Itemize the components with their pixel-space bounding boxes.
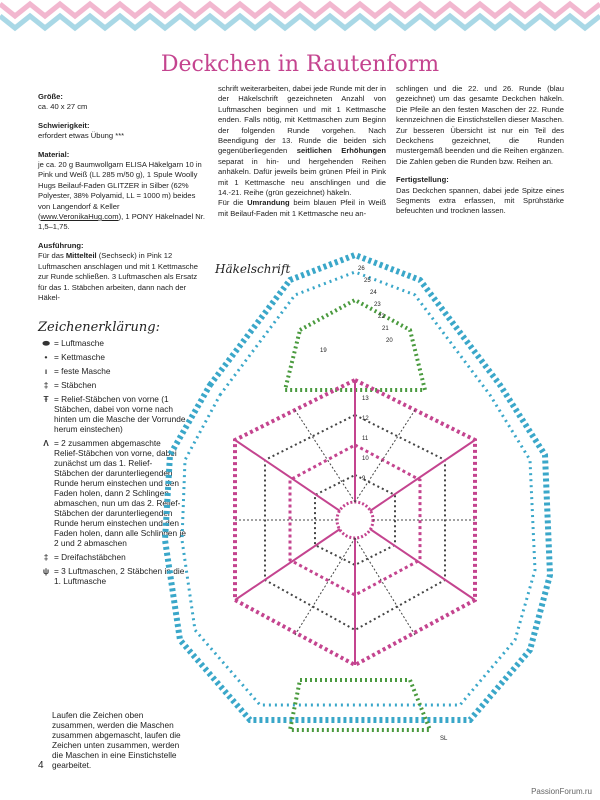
material-link[interactable]: www.VeronikaHug.com (40, 212, 119, 222)
row-number: 20 (386, 338, 393, 344)
col2-p2a: Für die (218, 198, 248, 208)
legend-item: ‡ = Stäbchen (38, 380, 186, 390)
col2-p1a: schrift weiterarbeiten, dabei jede Runde mit der in der Häkelschrift gezeichneten Anzahl von Luftmaschen beginnen und mit 1 Kettmasche enden. Falls nötig, mit Kettmaschen zum Beginn der folgenden Runde vorgehen. Nach Beendigung der 13. Runde die beiden sich gegenüberliegenden (218, 84, 386, 156)
legend-item: ⬬ = Luftmasche (38, 338, 186, 348)
page-title: Deckchen in Rautenform (160, 52, 440, 77)
row-number: 9 (362, 476, 366, 482)
row-number: 13 (362, 396, 369, 402)
column-2 (218, 84, 386, 227)
legend-item: ı = feste Masche (38, 366, 186, 376)
double-crochet-icon: ‡ (43, 380, 49, 390)
slip-stitch-icon: • (44, 352, 48, 362)
shell-icon: ψ (42, 566, 50, 576)
row-number: 26 (358, 266, 365, 272)
col2-p2c: beim blauen Pfeil in Weiß mit Beilauf-Faden mit 1 Kettmasche neu an- (218, 198, 387, 218)
row-number: 19 (320, 348, 327, 354)
legend-item: • = Kettmasche (38, 352, 186, 362)
size-text: ca. 40 x 27 cm (38, 102, 88, 112)
col2-p1c: separat in hin- und hergehenden Reihen anhäkeln. Dafür jeweils beim grünen Pfeil in Pink mit 1 Kettmasche neu anschlingen und die 14.-21. Reihe (grün gezeichnet) häkeln. (218, 156, 386, 198)
row-number: 22 (378, 314, 385, 320)
col3-text: schlingen und die 22. und 26. Runde (blau gezeichnet) um das gesamte Deckchen häkeln. Die Pfeile an den festen Maschen der 22. Runde kennzeichnen die Einstichstellen dieser Maschen. Zur besseren Übersicht ist nur ein Teil des Deckchens gezeichnet, die Runden mustergemäß beenden und die Reihen ergänzen. Die Zahlen geben die Runden bzw. Reihen an. (396, 84, 564, 166)
page-number: 4 (38, 760, 44, 771)
row-number: 23 (374, 302, 381, 308)
material-text: je ca. 20 g Baumwollgarn ELISA Häkelgarn 10 in Pink und Weiß (LL 285 m/50 g), 1 Spule Woolly Hugs Beilauf-Faden GLITZER in Silber (62% Polyester, 38% Polyamid, LL = 1000 m) beides von Langendorf & Keller ( (38, 160, 202, 222)
triple-crochet-icon: ‡ (43, 552, 49, 562)
row-number: 25 (364, 278, 371, 284)
material-text-end: ), 1 PONY Häkelnadel Nr. 1,5–1,75. (38, 212, 206, 232)
finish-heading: Fertigstellung: (396, 175, 449, 185)
legend-item: ‡ = Dreifachstäbchen (38, 552, 186, 562)
fpdc2tog-icon: Λ (43, 438, 49, 448)
watermark: PassionForum.ru (531, 787, 592, 796)
row-number: SL (440, 736, 448, 742)
single-crochet-icon: ı (44, 366, 48, 376)
chart-label: Häkelschrift (215, 262, 291, 276)
material-heading: Material: (38, 149, 70, 159)
finish-text: Das Deckchen spannen, dabei jede Spitze eines Segments extra erfassen, mit Sprühstärke befeuchten und trocknen lassen. (396, 185, 564, 216)
legend-item: ψ = 3 Luftmaschen, 2 Stäbchen in die 1. Luftmasche (38, 566, 186, 586)
zigzag-border (0, 0, 600, 34)
row-number: 10 (362, 456, 369, 462)
col2-p2b: Umrandung (247, 198, 290, 208)
legend-title: Zeichenerklärung: (38, 320, 160, 335)
column-3 (396, 84, 564, 225)
crochet-chart (150, 240, 570, 760)
difficulty-heading: Schwierigkeit: (38, 120, 90, 130)
col2-p1b: seitlichen Erhöhungen (296, 146, 386, 156)
front-post-icon: Ŧ (43, 394, 49, 404)
chain-stitch-icon: ⬬ (42, 338, 50, 348)
execution-text-bold: Mittelteil (65, 251, 97, 261)
legend-hint: Laufen die Zeichen oben zusammen, werden die Maschen zusammen abgemascht, laufen die Zeichen unten zusammen, werden die Maschen in eine Einstichstelle gearbeitet. (52, 710, 181, 770)
row-number: 11 (362, 436, 369, 442)
execution-heading: Ausführung: (38, 240, 84, 250)
size-heading: Größe: (38, 92, 63, 101)
execution-text-post: (Sechseck) in Pink 12 Luftmaschen anschlagen und mit 1 Kettmasche zur Runde schließen. 3 Luftmaschen als Ersatz für das 1. Stäbchen arbeiten, dann nach der Häkel- (38, 251, 198, 302)
difficulty-text: erfordert etwas Übung *** (38, 131, 125, 141)
row-number: 12 (362, 416, 369, 422)
legend-item: Λ = 2 zusammen abgemaschte Relief-Stäbchen von vorne, dabei zunächst um das 1. Relief-Stäbchen der darunterliegenden Runde herum einstechen und den Faden holen, dann 2 Schlingen abmaschen, nun um das 2. Relief-Stäbchen der darunterliegenden Runde herum einstechen und den Faden holen, dann alle Schlingen je 2 und 2 abmaschen (38, 438, 186, 548)
execution-text-pre: Für das (38, 251, 66, 261)
row-number: 21 (382, 326, 389, 332)
row-number: 24 (370, 290, 377, 296)
legend-item: Ŧ = Relief-Stäbchen von vorne (1 Stäbchen, dabei von vorne nach hinten um die Masche der Vorrunde herum einstechen) (38, 394, 186, 434)
